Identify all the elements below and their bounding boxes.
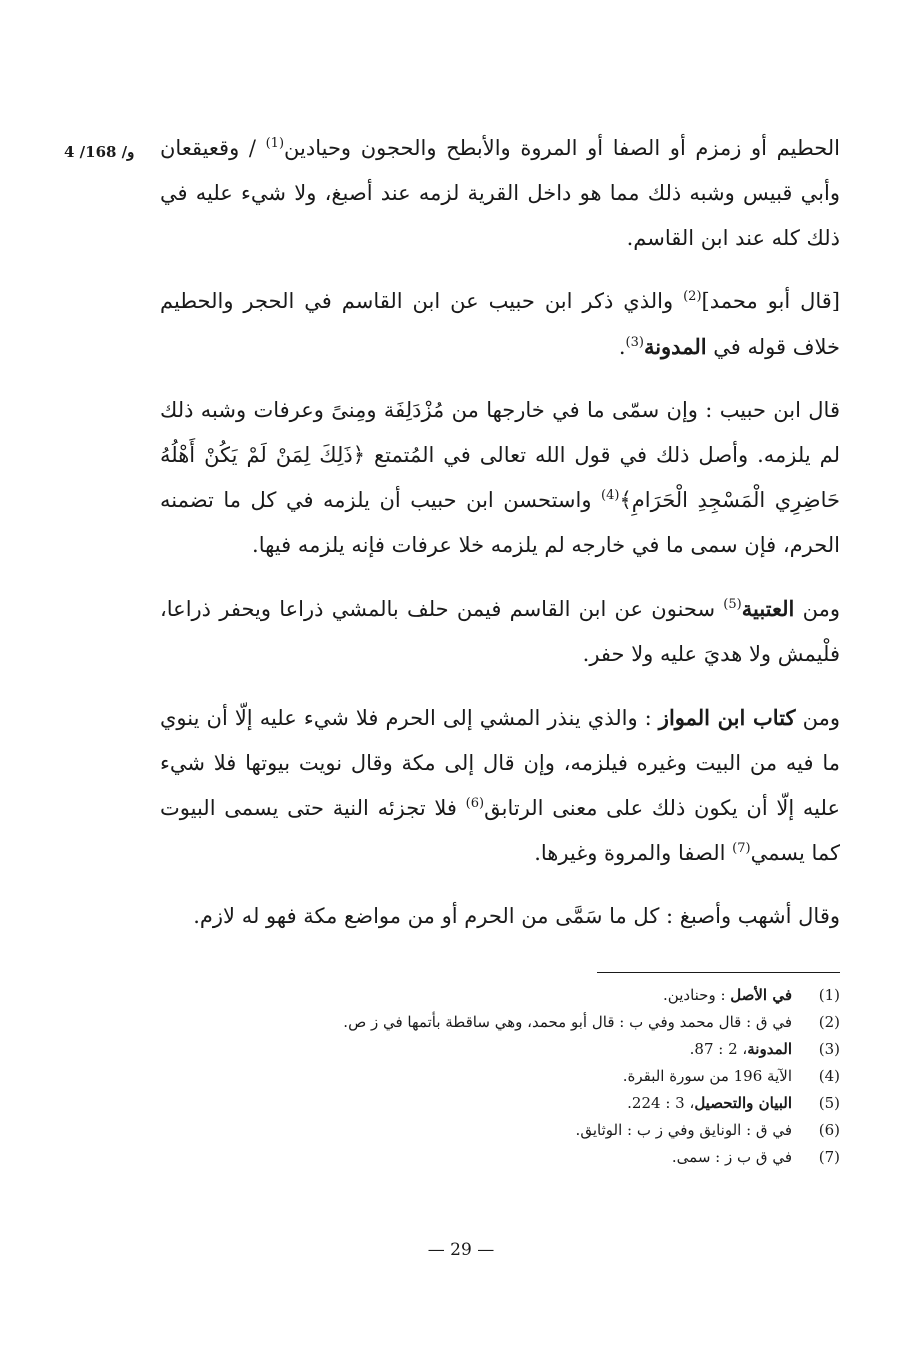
footnote-item: (3) المدونة، 2 : 87. [689,1040,840,1058]
footnote-ref[interactable]: (3) [625,335,644,350]
footnotes [240,982,840,1171]
footnote-ref[interactable]: (1) [265,136,285,151]
paragraph-4: ومن العتبية$^{(5)}$ سحنون عن ابن القاسم فيمن حلف بالمشي ذراعا ويحفر ذراعا، فلْيمش ولا هديَ عليه ولا حفر. [160,596,840,666]
footnote-item: (6) في ق : الونايق وفي ز ب : الوثايق. [575,1121,840,1139]
footnote-ref[interactable]: (2) [683,289,702,304]
book-title: كتاب ابن المواز [658,705,796,730]
paragraph-6: وقال أشهب وأصبغ : كل ما سَمَّى من الحرم أو من مواضع مكة فهو له لازم. [193,904,840,928]
footnote-item: (5) البيان والتحصيل، 3 : 224. [627,1094,840,1112]
margin-folio-reference: 4 /168 /و [64,143,135,161]
footnote-ref[interactable]: (4) [601,488,620,503]
book-title: المدونة [643,334,707,359]
paragraph-1: الحطيم أو زمزم أو الصفا أو المروة والأبطح والحجون وحيادين$^{(1)}$ / وقعيقعان وأبي قبيس وشبه ذلك مما هو داخل القرية لزمه عند أصبغ، ولا شيء عليه في ذلك كله عند ابن القاسم. [160,136,840,250]
paragraph-3: قال ابن حبيب : وإن سمّى ما في خارجها من مُزْدَلِفَة ومِنىً وعرفات وشبه ذلك لم يلزمه. وأصل ذلك في قول الله تعالى في المُتمتع ﴿ذَلِكَ لِمَنْ لَمْ يَكُنْ أَهْلُهُ حَاضِرِي الْمَسْجِدِ الْحَرَامِ﴾$^{(4)}$ واستحسن ابن حبيب أن يلزمه في كل ما تضمنه الحرم، فإن سمى ما في خارجه لم يلزمه خلا عرفات فإنه يلزمه فيها. [160,398,840,557]
paragraph-2: [قال أبو محمد]$^{(2)}$ والذي ذكر ابن حبيب عن ابن القاسم في الحجر والحطيم خلاف قوله في المدونة$^{(3)}$. [160,289,840,359]
footnote-ref[interactable]: (5) [723,597,742,612]
footnote-item: (1) في الأصل : وحنادين. [663,986,840,1004]
paragraph-5: ومن كتاب ابن المواز : والذي ينذر المشي إلى الحرم فلا شيء عليه إلّا أن ينوي ما فيه من البيت وغيره فيلزمه، وإن قال إلى مكة وقال نويت بيوتها فلا شيء عليه إلّا أن يكون ذلك على معنى الرتابق$^{(6)}$ فلا تجزئه النية حتى يسمى البيوت كما يسمي$^{(7)}$ الصفا والمروة وغيرها. [160,705,840,865]
book-title: العتبية [741,596,795,621]
footnote-item: (7) في ق ب ز : سمى. [671,1148,840,1166]
footnote-item: (2) في ق : قال محمد وفي ب : قال أبو محمد، وهي ساقطة بأتمها في ز ص. [343,1013,840,1031]
page-number: — 29 — [427,1240,495,1260]
footnote-divider [597,972,840,973]
footnote-ref[interactable]: (7) [732,841,751,856]
footnote-item: (4) الآية 196 من سورة البقرة. [622,1067,840,1085]
footnote-ref[interactable]: (6) [465,796,485,811]
main-text [160,126,840,957]
